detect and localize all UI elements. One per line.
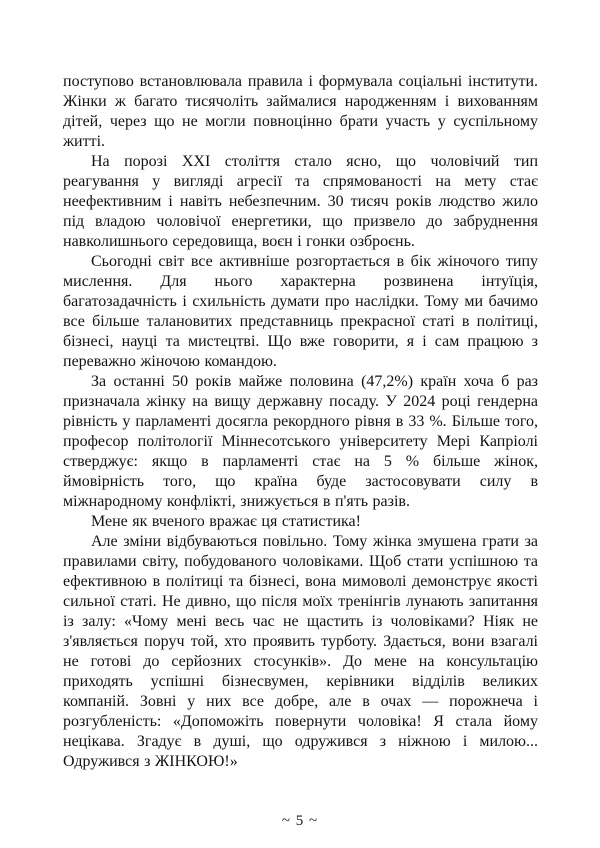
paragraph-6: Але зміни відбуваються повільно. Тому жінка змушена грати за правилами світу, побудованого чоловіками. Щоб стати успішною та ефективною в політиці та бізнесі, вона мимоволі демонструє якості сильної статі. Не дивно, що після моїх тренінгів лунають запитання із залу: «Чому мені весь час не щастить із чоловіками? Ніяк не з'являється поруч той, хто проявить турботу. Здається, вони взагалі не готові до серйозних стосунків». До мене на консультацію приходять успішні бізнесвумен, керівники відділів великих компаній. Зовні у них все добре, але в очах — порожнеча і розгубленість: «Допоможіть повернути чоловіка! Я стала йому нецікава. Згадує в душі, що одружився з ніжною і милою... Одружився з ЖІНКОЮ!»	[63, 533, 538, 770]
paragraph-2: На порозі XXI століття стало ясно, що чоловічий тип реагування у вигляді агресії та спрямованості на мету стає неефективним і навіть небезпечним. 30 тисяч років людство жило під владою чоловічої енергетики, що призвело до забруднення навколишнього середовища, воєн і гонки озброєнь.	[63, 153, 538, 250]
paragraph-continuation: поступово встановлювала правила і формувала соціальні інститути. Жінки ж багато тисячоліть займалися народженням і вихованням дітей, через що не могли повноцінно брати участь у суспільному житті.	[63, 73, 538, 150]
paragraph-5: Мене як вченого вражає ця статистика!	[91, 513, 361, 530]
page-text	[63, 72, 538, 772]
page-number: ~ 5 ~	[281, 813, 319, 829]
paragraph-4: За останні 50 років майже половина (47,2%) країн хоча б раз призначала жінку на вищу державну посаду. У 2024 році гендерна рівність у парламенті досягла рекордного рівня в 33 %. Більше того, професор політології Міннесотського університету Мері Капріолі стверджує: якщо в парламенті стає на 5 % більше жінок, ймовірність того, що країна буде застосовувати силу в міжнародному конфлікті, знижується в п'ять разів.	[63, 373, 538, 510]
paragraph-3: Сьогодні світ все активніше розгортається в бік жіночого типу мислення. Для нього характерна розвинена інтуїція, багатозадачність і схильність думати про наслідки. Тому ми бачимо все більше талановитих представниць прекрасної статі в політиці, бізнесі, науці та мистецтві. Що вже говорити, я і сам працюю з переважно жіночою командою.	[63, 253, 538, 370]
